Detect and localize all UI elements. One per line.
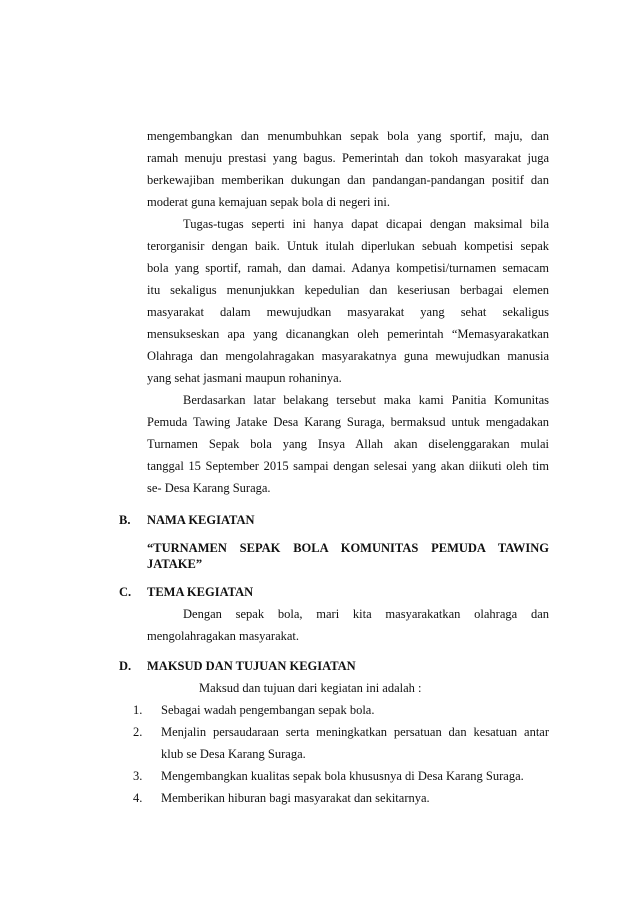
section-c-title: TEMA KEGIATAN — [147, 585, 254, 599]
section-c-line-1: Dengan sepak bola, mari kita masyarakatkan olahraga dan — [183, 607, 549, 621]
section-b-heading — [119, 512, 255, 528]
section-b-line-2: JATAKE” — [147, 557, 203, 571]
section-d-title: MAKSUD DAN TUJUAN KEGIATAN — [147, 659, 356, 673]
paragraph-2-line-5: masyarakat dalam mewujudkan masyarakat yang sehat sekaligus — [147, 305, 549, 319]
paragraph-2-line-7: Olahraga dan mengolahragakan masyarakatnya guna mewujudkan manusia — [147, 349, 549, 363]
list-item-2-text-line-2: klub se Desa Karang Suraga. — [161, 747, 306, 761]
section-b-number: B. — [119, 513, 131, 527]
paragraph-3-line-2: Pemuda Tawing Jatake Desa Karang Suraga, bermaksud untuk mengadakan — [147, 415, 549, 429]
list-item-1-number: 1. — [133, 703, 143, 717]
section-d-heading — [119, 658, 356, 674]
list-item-2-number: 2. — [133, 725, 143, 739]
paragraph-1-line-4: moderat guna kemajuan sepak bola di negeri ini. — [147, 195, 390, 209]
paragraph-1-line-1: mengembangkan dan menumbuhkan sepak bola yang sportif, maju, dan — [147, 129, 549, 143]
section-d-number: D. — [119, 659, 132, 673]
paragraph-2-line-4: itu sekaligus menunjukkan kepedulian dan keseriusan berbagai elemen — [147, 283, 549, 297]
section-b-title: NAMA KEGIATAN — [147, 513, 255, 527]
section-c-line-2: mengolahragakan masyarakat. — [147, 629, 300, 643]
paragraph-1-line-3: berkewajiban memberikan dukungan dan pandangan-pandangan positif dan — [147, 173, 549, 187]
list-item-3-number: 3. — [133, 769, 143, 783]
list-item-2-text-line-1: Menjalin persaudaraan serta meningkatkan persatuan dan kesatuan antar — [161, 725, 549, 739]
section-b-line-1: “TURNAMEN SEPAK BOLA KOMUNITAS PEMUDA TAWING — [147, 541, 549, 555]
paragraph-2-line-6: mensukseskan apa yang dicanangkan oleh pemerintah “Memasyarakatkan — [147, 327, 549, 341]
section-c-heading — [119, 584, 253, 600]
list-item-4-text: Memberikan hiburan bagi masyarakat dan sekitarnya. — [161, 791, 430, 805]
paragraph-3-line-4: tanggal 15 September 2015 sampai dengan selesai yang akan diikuti oleh tim — [147, 459, 549, 473]
paragraph-3-line-1: Berdasarkan latar belakang tersebut maka kami Panitia Komunitas — [183, 393, 549, 407]
paragraph-2-line-1: Tugas-tugas seperti ini hanya dapat dicapai dengan maksimal bila — [183, 217, 549, 231]
paragraph-3-line-5: se- Desa Karang Suraga. — [147, 481, 271, 495]
paragraph-1-line-2: ramah menuju prestasi yang bagus. Pemerintah dan tokoh masyarakat juga — [147, 151, 549, 165]
section-d-intro: Maksud dan tujuan dari kegiatan ini adalah : — [199, 681, 422, 695]
section-c-number: C. — [119, 585, 132, 599]
paragraph-3-line-3: Turnamen Sepak bola yang Insya Allah akan diselenggarakan mulai — [147, 437, 549, 451]
list-item-1-text: Sebagai wadah pengembangan sepak bola. — [161, 703, 375, 717]
paragraph-2-line-2: terorganisir dengan baik. Untuk itulah diperlukan sebuah kompetisi sepak — [147, 239, 549, 253]
list-item-3-text: Mengembangkan kualitas sepak bola khususnya di Desa Karang Suraga. — [161, 769, 524, 783]
paragraph-2-line-8: yang sehat jasmani maupun rohaninya. — [147, 371, 342, 385]
list-item-4-number: 4. — [133, 791, 143, 805]
paragraph-2-line-3: bola yang sportif, ramah, dan damai. Adanya kompetisi/turnamen semacam — [147, 261, 549, 275]
